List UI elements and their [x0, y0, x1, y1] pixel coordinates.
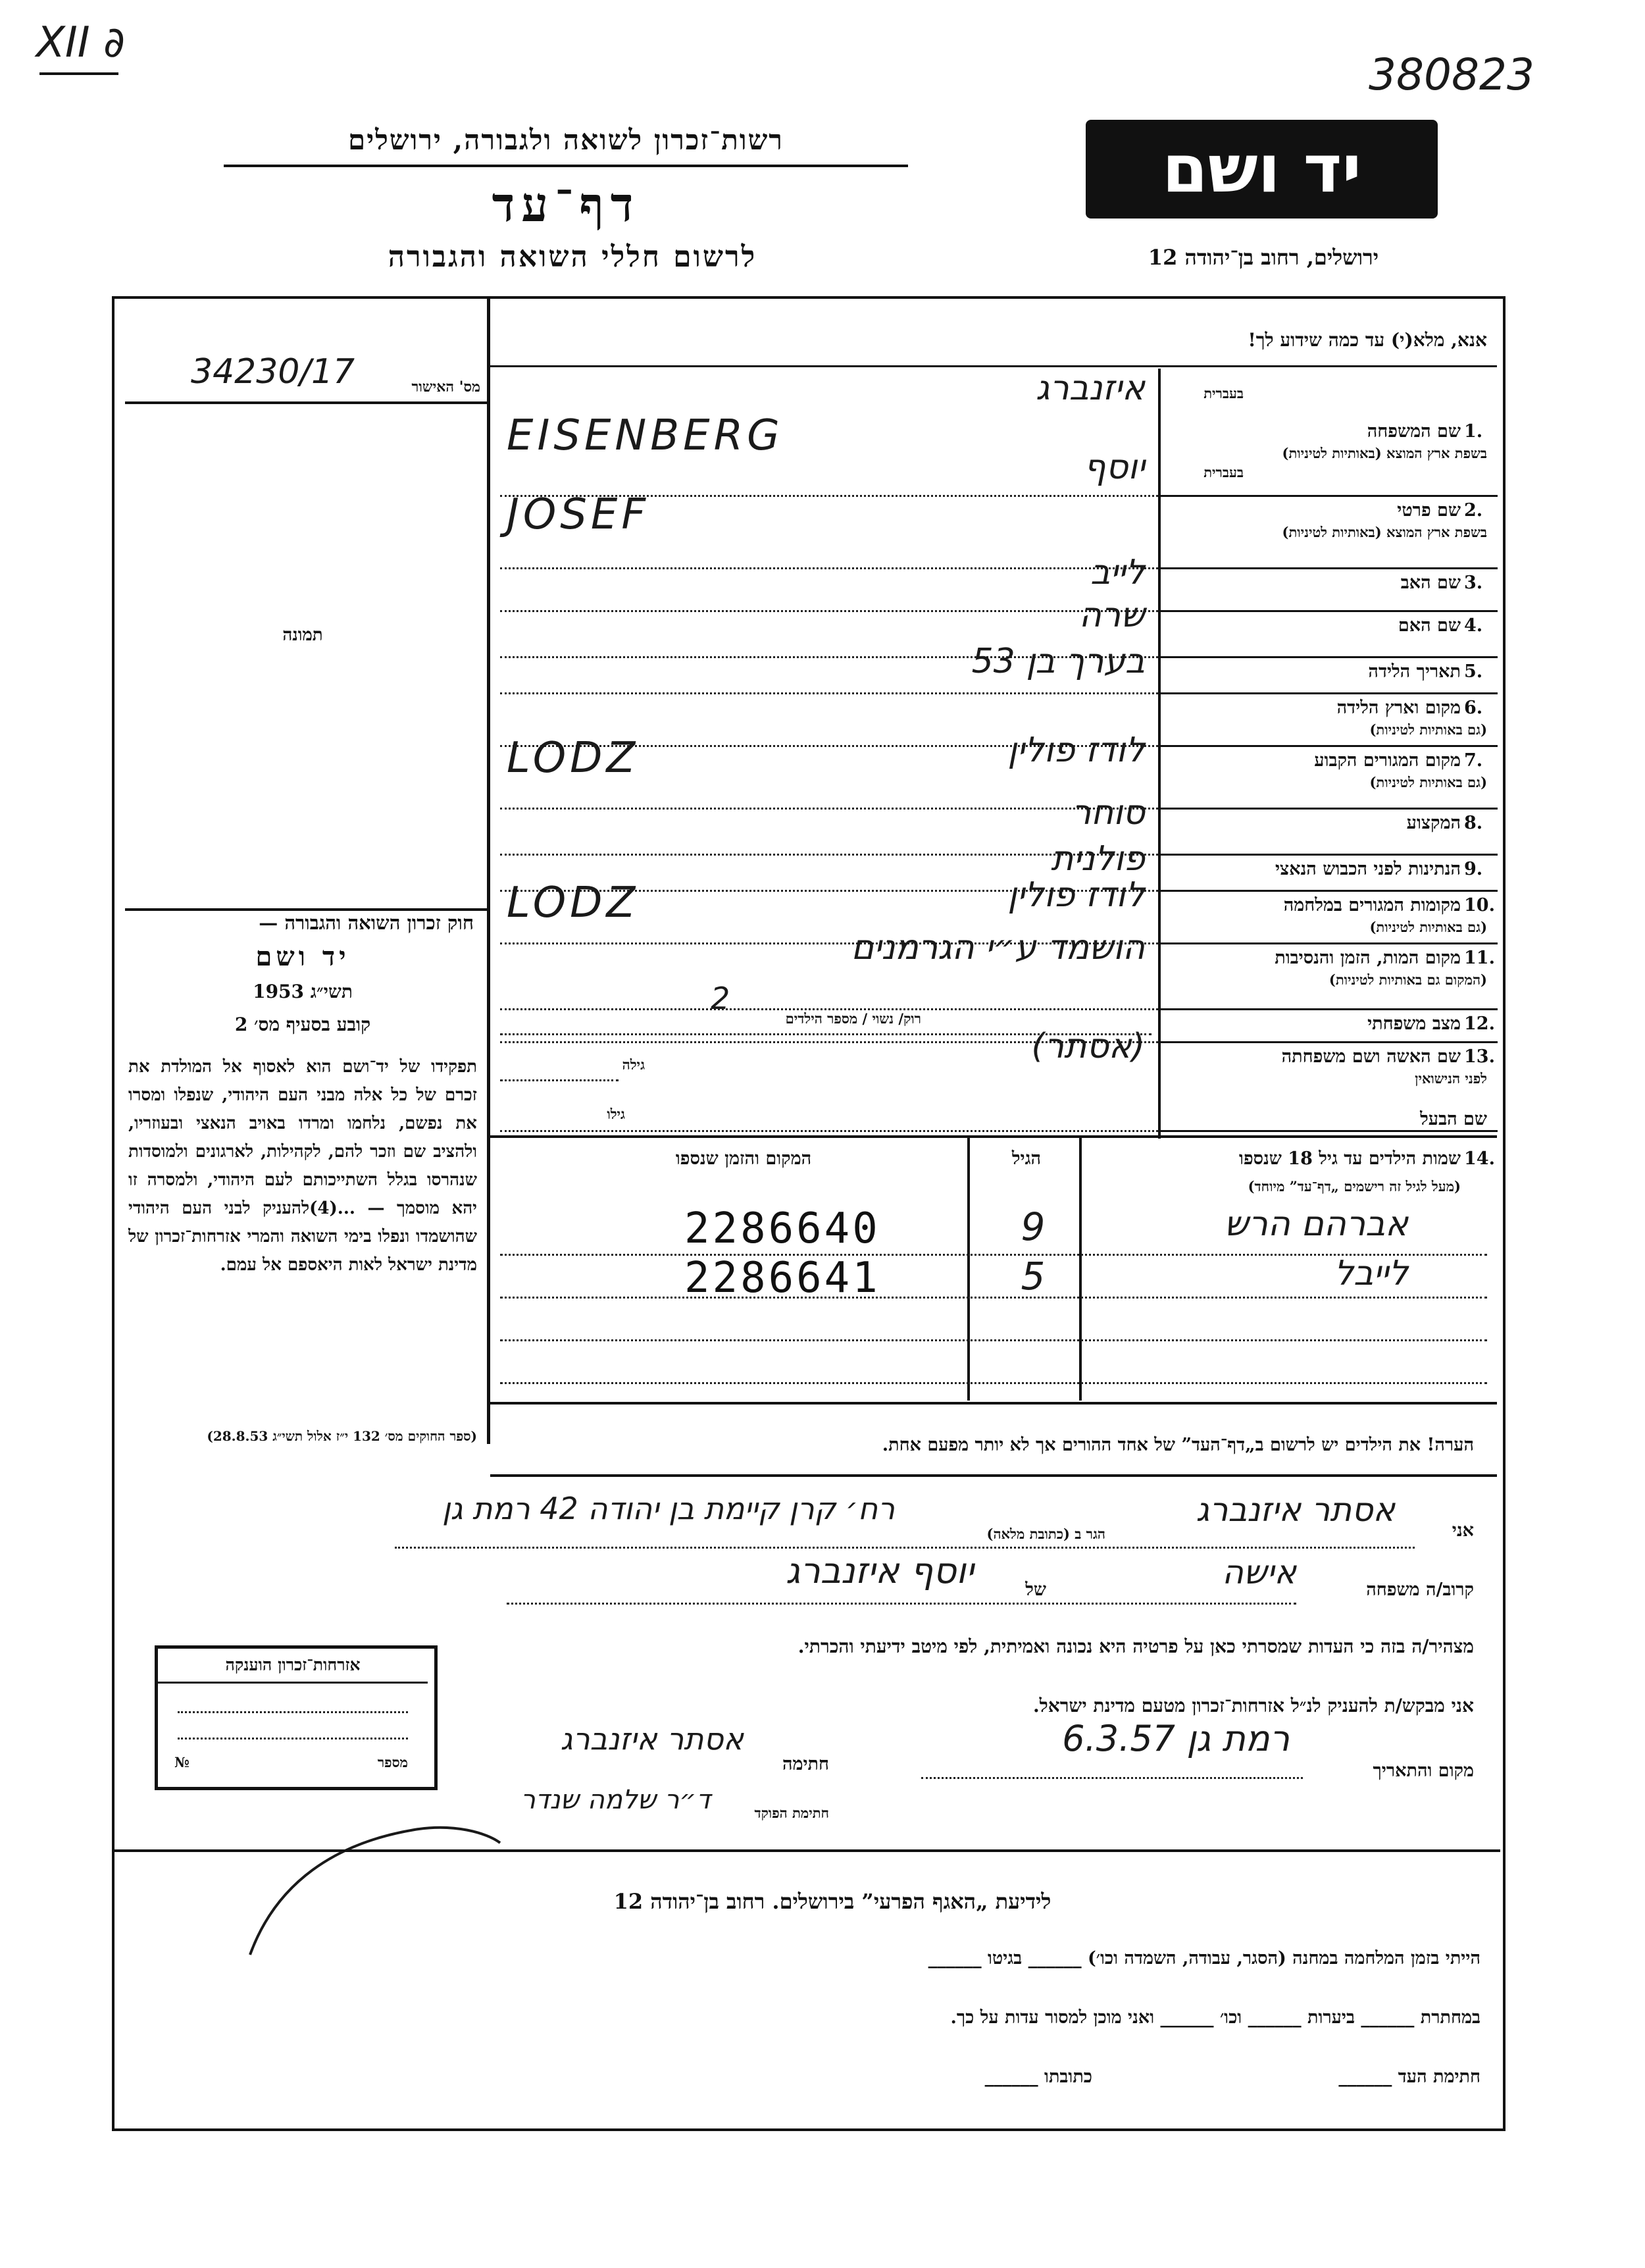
rule: [178, 1711, 408, 1713]
of-label: של: [1025, 1580, 1046, 1600]
declarant-name: אסתר איזנברג: [1196, 1491, 1395, 1529]
field-number: 4.: [1464, 615, 1483, 636]
field-value-hebrew: בערך בן 53: [971, 642, 1145, 681]
rule: [158, 1682, 428, 1684]
field-label: מקום המות, הזמן והנסיבות: [1275, 948, 1461, 968]
rule: [1161, 854, 1498, 856]
children-note: הערה! את הילדים יש לרשום ב„דף־העד” של אחד ההורים אך לא יותר מפעם אחת.: [882, 1435, 1474, 1455]
law-section: קובע בסעיף מס׳ 2: [234, 1014, 371, 1035]
children-num: 14.: [1464, 1148, 1495, 1169]
statement: מצהיר/ה בזה כי העדות שמסרתי כאן על פרטיה היא נכונה ואמיתית, לפי מיטב ידיעתי והכרתי.: [797, 1636, 1474, 1657]
archive-number: 380823: [1369, 49, 1534, 100]
stamp-number-label: מספר: [377, 1754, 408, 1770]
field-value-latin: JOSEF: [507, 490, 650, 539]
field-label: הנתינות לפני הכבוש הנאצי: [1275, 859, 1461, 879]
field-sublabel: בשפת ארץ המוצא (באותיות לטיניות): [1282, 524, 1487, 540]
field-label: מקום וארץ הלידה: [1336, 698, 1461, 718]
footer-line-2: במחתרת ______ ביערות ______ וכו׳ ______ ואני מוכן למסור עדות על כך.: [950, 2007, 1480, 2028]
field-value-hebrew: (אסתר): [1031, 1027, 1145, 1066]
footer-line-1: הייתי בזמן המלחמה במחנה (הסגר, עבודה, השמדה וכו׳) ______ בגיטו ______: [928, 1948, 1480, 1969]
field-number: 12.: [1464, 1014, 1495, 1034]
age-label: גילה: [622, 1056, 645, 1073]
rule: [178, 1738, 408, 1740]
rule: [500, 1079, 619, 1081]
field-number: 1.: [1464, 421, 1483, 442]
rule: [1161, 745, 1498, 747]
children-header-sub: (מעל לגיל זה רישמים „דף־עד” מיוחד): [1248, 1178, 1461, 1195]
divider: [224, 165, 908, 167]
relation-label: קרוב/ה משפחה: [1366, 1580, 1474, 1600]
hebrew-tag: בעברית: [1203, 385, 1244, 401]
signature-label: חתימה: [782, 1754, 829, 1774]
rule: [1161, 942, 1498, 944]
rule: [1161, 610, 1498, 612]
child-age: 9: [1021, 1204, 1046, 1249]
inspector-label: חתימת הפוקד: [754, 1805, 829, 1821]
field-sublabel: לפני הנישואין: [1415, 1070, 1487, 1087]
intro-text: אנא, מלא(י) עד כמה שידוע לך!: [1248, 329, 1487, 351]
rule: [500, 1130, 1158, 1132]
field-value-latin: LODZ: [507, 879, 640, 927]
child-record-id: 2286641: [684, 1254, 880, 1302]
page-title: דף־עד: [492, 176, 640, 232]
rule: [500, 1382, 1487, 1384]
marital-options: רוק/ נשוי / מספר הילדים: [785, 1010, 921, 1027]
rule: [125, 401, 487, 404]
field-value-hebrew: פולנית: [1051, 839, 1145, 879]
field-sublabel: (גם באותיות לטיניות): [1369, 774, 1487, 790]
footer-heading: לידיעת „האגף הפרעי” בירושלים. רחוב בן־יהודה 12: [613, 1889, 1051, 1914]
field-number: 7.: [1464, 750, 1483, 771]
law-year: תשי״ג 1953: [253, 981, 353, 1002]
children-header: שמות הילדים עד גיל 18 שנספו: [1239, 1148, 1461, 1169]
children-divider: [1079, 1137, 1082, 1401]
field-value-hebrew: לודז פולין: [1007, 731, 1145, 770]
declarant-address: רח׳ קרן קיימת בן יהודה 42 רמת גן: [442, 1491, 895, 1526]
place-col-header: המקום והזמן שנספו: [675, 1148, 812, 1169]
rule: [1161, 1041, 1498, 1043]
rule: [921, 1777, 1303, 1779]
husband-label: שם הבעל: [1420, 1109, 1487, 1129]
field-value-hebrew: לודז פולין: [1007, 875, 1145, 915]
signature-flourish: [237, 1803, 513, 1961]
field-number: 8.: [1464, 813, 1483, 833]
field-label: מצב משפחתי: [1367, 1014, 1461, 1034]
stamp-no-sign: №: [174, 1754, 190, 1770]
field-value-hebrew: לייב: [1090, 553, 1145, 592]
relation-value: אישה: [1222, 1553, 1296, 1591]
field-number: 2.: [1464, 500, 1483, 521]
rule: [1161, 1008, 1498, 1010]
field-label: שם האם: [1398, 615, 1461, 636]
field-number: 10.: [1464, 895, 1495, 915]
field-sublabel: בשפת ארץ המוצא (באותיות לטיניות): [1282, 445, 1487, 461]
authority-name: רשות־זכרון לשואה ולגבורה, ירושלים: [348, 124, 784, 156]
field-number: 9.: [1464, 859, 1483, 879]
field-label: מקום המגורים הקבוע: [1314, 750, 1461, 771]
rule: [490, 1135, 1497, 1138]
corner-mark: XII ∂: [36, 18, 126, 67]
footer-witness-signature: חתימת העד ______: [1338, 2067, 1480, 2087]
age-col-header: הגיל: [1011, 1148, 1042, 1169]
signature-value: אסתר איזנברג: [560, 1721, 744, 1757]
field-value-hebrew: איזנברג: [1035, 369, 1145, 408]
inspector-signature: ד״ר שלמה שנדר: [520, 1785, 711, 1815]
husband-age-label: גילו: [607, 1106, 625, 1122]
rule: [1161, 495, 1498, 497]
label-divider: [1158, 369, 1161, 1139]
field-label: שם המשפחה: [1367, 421, 1461, 442]
law-body: תפקידו של יד־ושם הוא לאסוף אל המולדת את זכרם של כל אלה מבני העם היהודי, שנפלו ומסרו את נפשם, נלחמו ומרדו באויב הנאצי ובעוזריו, ולהציב שם וזכר להם, לקהילות, לארגונים ולמוסדות שנהרסו בגלל השתייכותם לעם היהודי, ולמסרה זו יהא מוסמך — ...(4)להעניק לבני העם היהודי שהושמדו ונפלו בימי השואה והמרי אזרחות־זכרון של מדינת ישראל לאות היאספם אל עמם.: [128, 1057, 477, 1275]
rule: [1161, 890, 1498, 892]
footer-witness-address: כתובתו ______: [984, 2067, 1092, 2087]
field-value-hebrew: שרה: [1078, 596, 1145, 635]
rule: [1161, 567, 1498, 569]
approval-label: מס' האישור: [411, 378, 480, 396]
field-label: שם האב: [1400, 573, 1461, 593]
field-number: 5.: [1464, 661, 1483, 682]
children-divider: [967, 1137, 970, 1401]
field-label: שם האשה ושם משפחתה: [1281, 1046, 1461, 1067]
rule: [1161, 692, 1498, 694]
rule: [507, 1603, 1296, 1605]
rule: [500, 1297, 1487, 1299]
child-name: אברהם הרש: [1224, 1204, 1408, 1244]
hebrew-tag: בעברית: [1203, 464, 1244, 480]
field-number: 6.: [1464, 698, 1483, 718]
i-label: אני: [1452, 1520, 1474, 1541]
approval-number: 34230/17: [191, 352, 355, 392]
field-value-hebrew: יוסף: [1084, 448, 1145, 487]
field-number: 3.: [1464, 573, 1483, 593]
underline: [39, 72, 118, 75]
marital-mark: 2: [711, 981, 730, 1016]
field-label: המקצוע: [1406, 813, 1461, 833]
field-value-latin: EISENBERG: [507, 411, 784, 460]
column-divider: [487, 299, 490, 1444]
rule: [490, 365, 1497, 367]
field-label: מקומות המגורים במלחמה: [1283, 895, 1461, 915]
stamp-title: אזרחות־זכרון הוענקה: [225, 1655, 361, 1674]
address-label: הגר ב (כתובת מלאה): [986, 1526, 1105, 1542]
page-subtitle: לרשום חללי השואה והגבורה: [388, 240, 757, 274]
rule: [1161, 656, 1498, 658]
child-age: 5: [1021, 1254, 1046, 1299]
field-sublabel: (המקום גם באותיות לטיניות): [1329, 971, 1487, 988]
of-value: יוסף איזנברג: [786, 1550, 974, 1591]
rule: [1161, 808, 1498, 810]
field-sublabel: (גם באותיות לטיניות): [1369, 919, 1487, 935]
photo-label: תמונה: [282, 625, 323, 645]
rule: [114, 1849, 1500, 1852]
rule: [125, 908, 487, 911]
rule: [500, 1339, 1487, 1341]
field-sublabel: (גם באותיות לטיניות): [1369, 721, 1487, 738]
field-number: 11.: [1464, 948, 1495, 968]
child-name: לייבל: [1334, 1254, 1408, 1293]
yad-vashem-logo: יד ושם: [1086, 120, 1438, 219]
field-label: תאריך הלידה: [1368, 661, 1461, 682]
rule: [395, 1547, 1415, 1549]
law-title: חוק זכרון השואה והגבורה —: [259, 912, 474, 934]
field-number: 13.: [1464, 1046, 1495, 1067]
place-date-value: רמת גן 6.3.57: [1062, 1718, 1290, 1759]
rule: [1161, 1130, 1498, 1132]
rule: [500, 1033, 1152, 1035]
rule: [500, 692, 1158, 694]
field-value-latin: LODZ: [507, 734, 640, 783]
address: ירושלים, רחוב בן־יהודה 12: [1148, 245, 1379, 270]
law-citation: (ספר החוקים מס׳ 132 י״ז אלול תשי״ג 28.8.53): [207, 1428, 477, 1444]
field-value-hebrew: הושמד ע״י הגרמנים: [851, 928, 1145, 967]
law-name: יד ושם: [255, 941, 350, 972]
request: אני מבקש/ת להעניק לנ״ל אזרחות־זכרון מטעם מדינת ישראל.: [1032, 1695, 1474, 1716]
field-label: שם פרטי: [1397, 500, 1461, 521]
field-value-hebrew: סוחר: [1071, 793, 1145, 833]
rule: [490, 1402, 1497, 1405]
rule: [490, 1474, 1497, 1477]
place-date-label: מקום והתאריך: [1373, 1761, 1474, 1781]
rule: [500, 1254, 1487, 1256]
child-record-id: 2286640: [684, 1204, 880, 1253]
